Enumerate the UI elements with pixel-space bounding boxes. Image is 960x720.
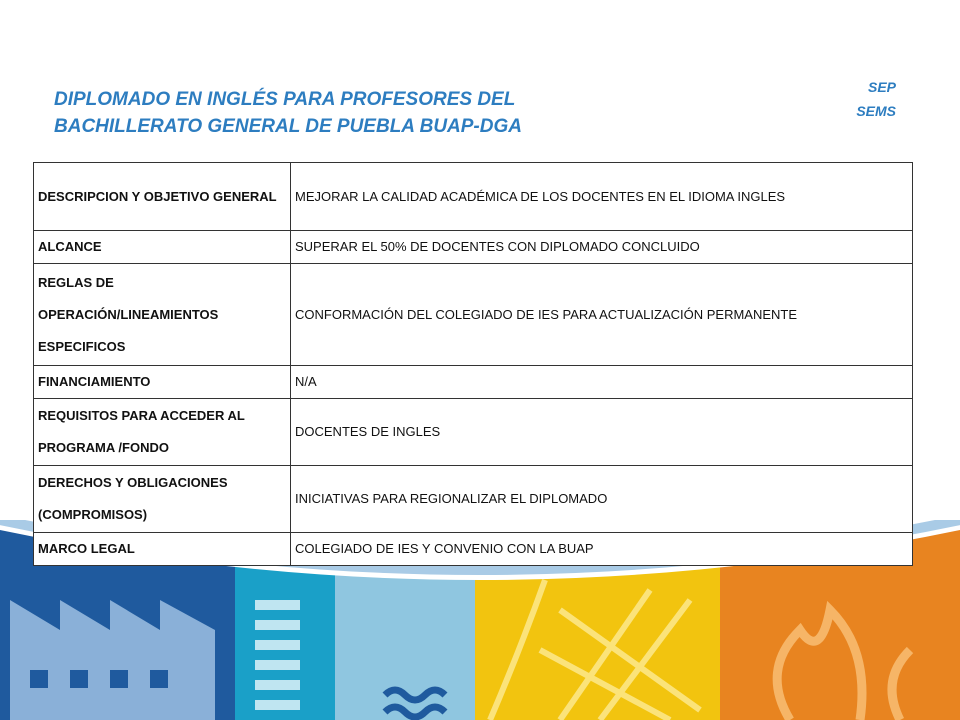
row-value: INICIATIVAS PARA REGIONALIZAR EL DIPLOMADO [291, 466, 913, 533]
table-row [34, 366, 913, 399]
row-label: MARCO LEGAL [34, 533, 291, 566]
table-row [34, 264, 913, 366]
row-label: REQUISITOS PARA ACCEDER AL PROGRAMA /FONDO [34, 399, 291, 466]
row-value: MEJORAR LA CALIDAD ACADÉMICA DE LOS DOCENTES EN EL IDIOMA INGLES [291, 163, 913, 231]
program-info-table [33, 162, 913, 566]
row-value: COLEGIADO DE IES Y CONVENIO CON LA BUAP [291, 533, 913, 566]
table-row [34, 466, 913, 533]
table-row [34, 163, 913, 231]
row-label: REGLAS DE OPERACIÓN/LINEAMIENTOS ESPECIFICOS [34, 264, 291, 366]
table-row [34, 231, 913, 264]
org-label [856, 75, 896, 123]
row-value: SUPERAR EL 50% DE DOCENTES CON DIPLOMADO CONCLUIDO [291, 231, 913, 264]
slide-title [54, 86, 522, 140]
row-label: FINANCIAMIENTO [34, 366, 291, 399]
row-label: DESCRIPCION Y OBJETIVO GENERAL [34, 163, 291, 231]
row-label: ALCANCE [34, 231, 291, 264]
table-row [34, 399, 913, 466]
title-line-1: DIPLOMADO EN INGLÉS PARA PROFESORES DEL [54, 89, 516, 110]
org-sep: SEP [867, 79, 896, 95]
row-label: DERECHOS Y OBLIGACIONES (COMPROMISOS) [34, 466, 291, 533]
table-row [34, 533, 913, 566]
row-value: N/A [291, 366, 913, 399]
row-value: CONFORMACIÓN DEL COLEGIADO DE IES PARA ACTUALIZACIÓN PERMANENTE [291, 264, 913, 366]
org-sems: SEMS [856, 103, 896, 119]
title-line-2: BACHILLERATO GENERAL DE PUEBLA BUAP-DGA [54, 116, 522, 137]
row-value: DOCENTES DE INGLES [291, 399, 913, 466]
